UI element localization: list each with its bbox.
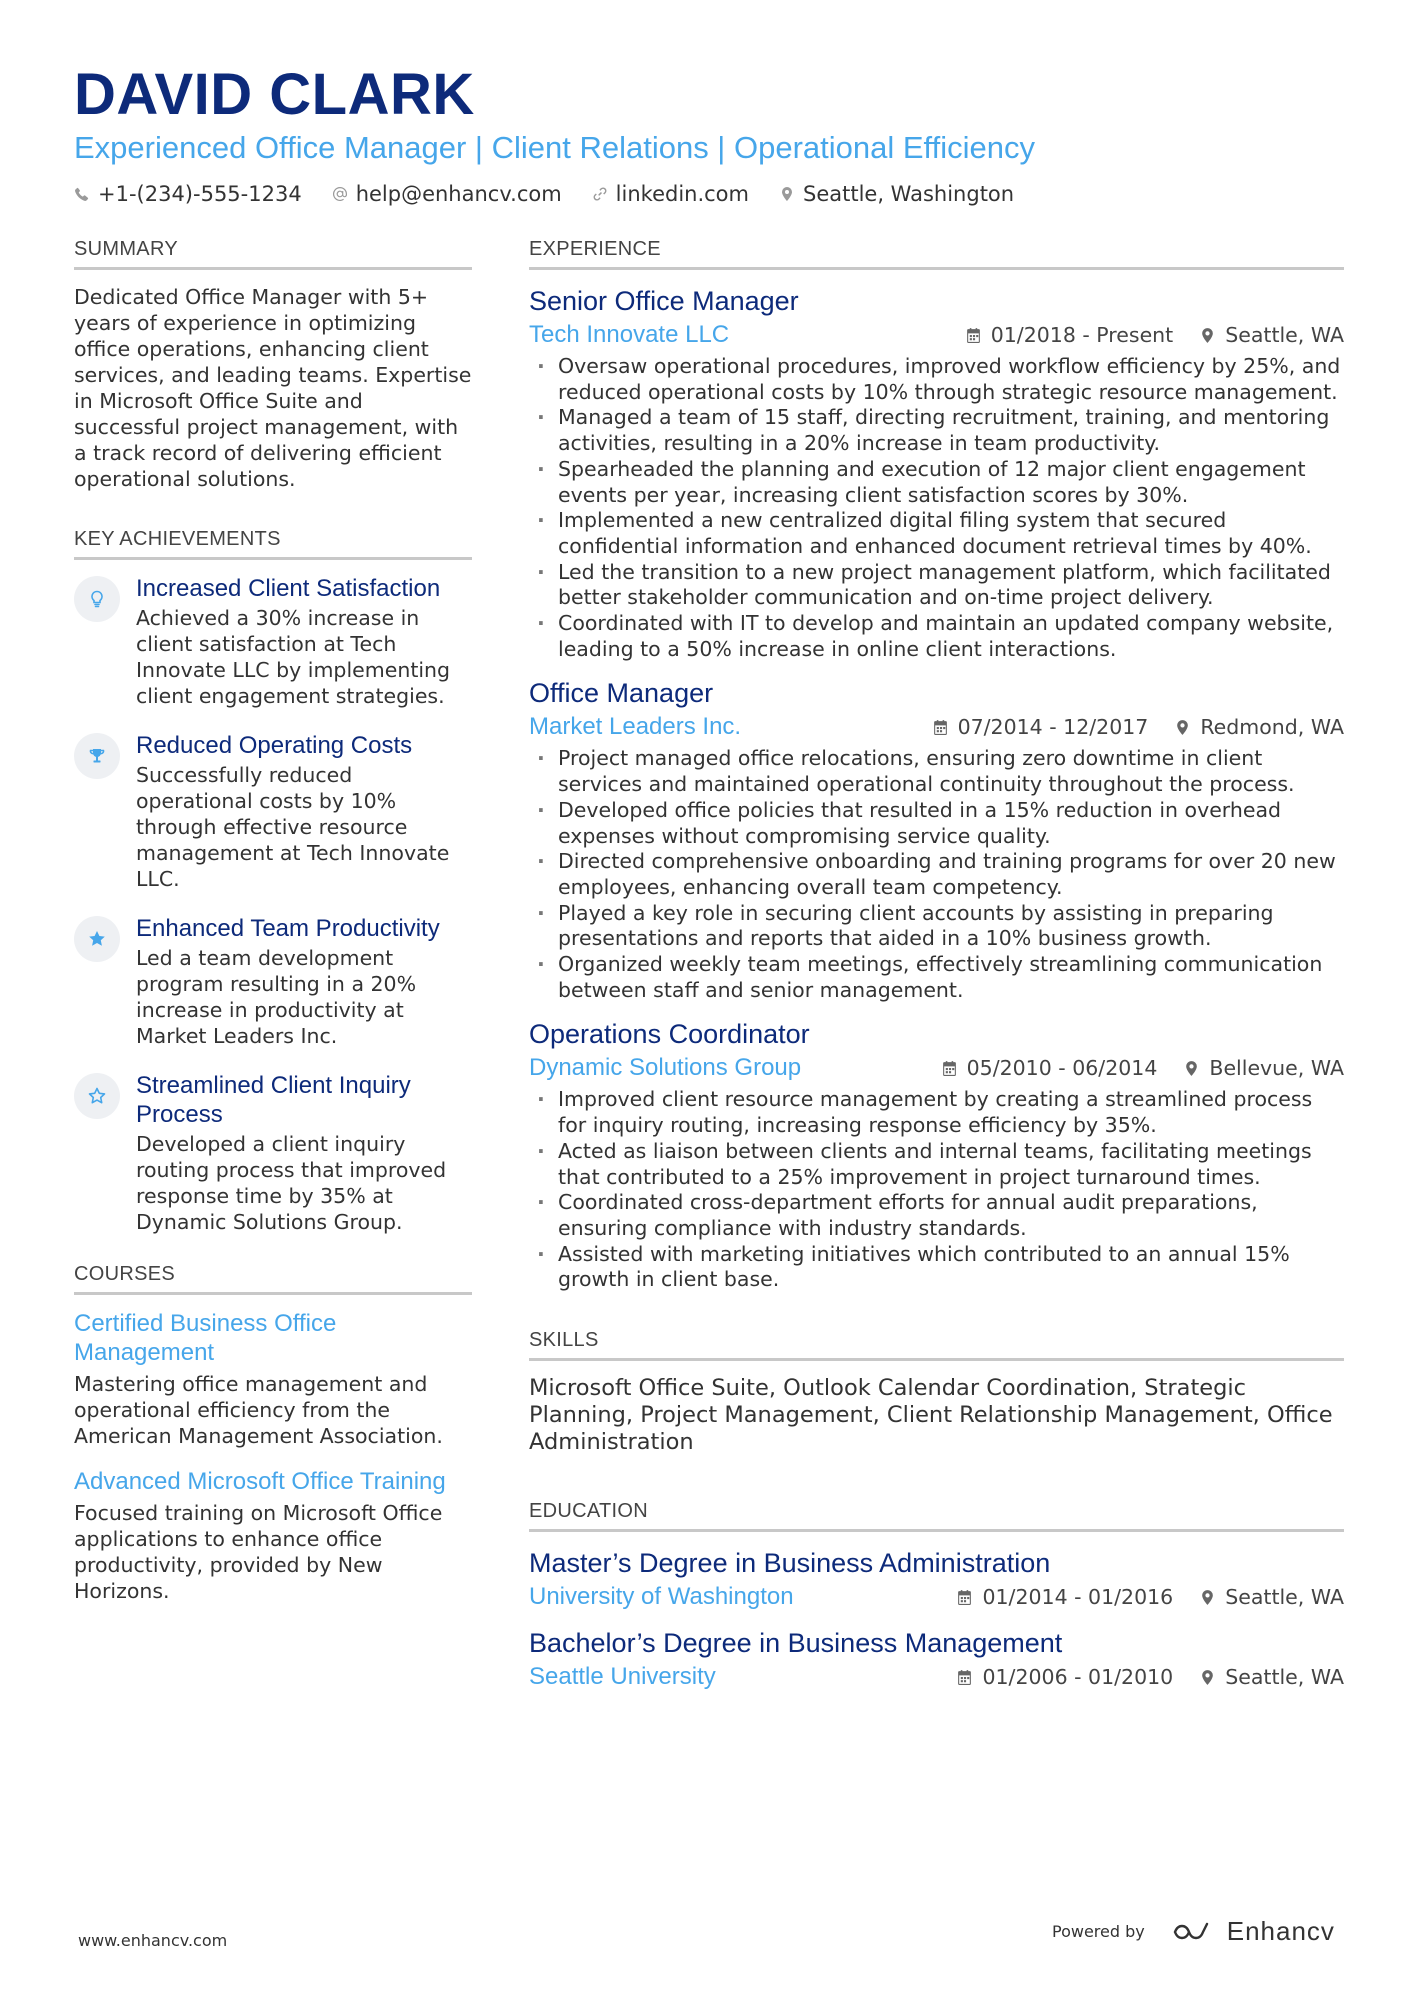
achievement-icon-wrap	[74, 916, 120, 962]
education-location: Seattle, WA	[1225, 1585, 1344, 1610]
school-name: University of Washington	[529, 1583, 794, 1611]
achievements-heading: KEY ACHIEVEMENTS	[74, 528, 472, 560]
summary-heading: SUMMARY	[74, 238, 472, 270]
school-name: Seattle University	[529, 1663, 716, 1691]
job-bullet: · Coordinated with IT to develop and maintain an updated company website, leading to a 50% increase in online client interactions.	[529, 611, 1344, 662]
achievement-desc: Developed a client inquiry routing process that improved response time by 35% at Dynamic Solutions Group.	[136, 1132, 447, 1234]
headline: Experienced Office Manager | Client Relations | Operational Efficiency	[74, 130, 1035, 165]
email-text: help@enhancv.com	[355, 182, 562, 206]
location-pin-icon	[1199, 1669, 1216, 1686]
calendar-icon	[932, 719, 949, 736]
education-entry	[529, 1546, 1344, 1612]
course-title: Advanced Microsoft Office Training	[74, 1468, 446, 1495]
lightbulb-icon	[87, 589, 107, 609]
achievement-title: Streamlined Client Inquiry Process	[136, 1072, 411, 1128]
footer-branding	[1052, 1916, 1335, 1947]
job-entry	[529, 1017, 1344, 1293]
courses-heading: COURSES	[74, 1263, 472, 1295]
skills-text: Microsoft Office Suite, Outlook Calendar Coordination, Strategic Planning, Project Management, Client Relationship Management, Office Administration	[529, 1375, 1333, 1456]
job-title: Senior Office Manager	[529, 286, 799, 316]
right-column	[529, 238, 1344, 1706]
resume-header	[74, 62, 1344, 206]
achievement-item	[74, 1071, 472, 1235]
trophy-icon	[87, 746, 107, 766]
skills-heading: SKILLS	[529, 1329, 1344, 1361]
job-dates: 01/2018 - Present	[990, 323, 1174, 347]
job-entry	[529, 676, 1344, 1003]
contact-location	[779, 182, 1014, 206]
job-bullet: · Directed comprehensive onboarding and training programs for over 20 new employees, enhancing overall team competency.	[529, 849, 1344, 900]
job-bullet: · Implemented a new centralized digital filing system that secured confidential information and enhanced document retrieval times by 40%.	[529, 508, 1344, 559]
job-dates: 07/2014 - 12/2017	[957, 715, 1149, 740]
company-name: Tech Innovate LLC	[529, 321, 730, 348]
location-text: Seattle, Washington	[802, 182, 1015, 206]
achievement-desc: Achieved a 30% increase in client satisfaction at Tech Innovate LLC by implementing client engagement strategies.	[136, 606, 451, 708]
education-dates: 01/2006 - 01/2010	[982, 1665, 1174, 1690]
achievement-icon-wrap	[74, 1073, 120, 1119]
degree-title: Master’s Degree in Business Administration	[529, 1548, 1051, 1579]
job-bullet: · Played a key role in securing client accounts by assisting in preparing presentations and reports that aided in a 10% business growth.	[529, 901, 1344, 952]
achievement-item	[74, 914, 472, 1049]
summary-text: Dedicated Office Manager with 5+ years of experience in optimizing office operations, enhancing client services, and leading teams. Expertise in Microsoft Office Suite and successful project management, with a track record of delivering efficient operational solutions.	[74, 285, 472, 491]
job-bullets	[529, 354, 1344, 662]
footer-website[interactable]: www.enhancv.com	[78, 1931, 228, 1950]
job-title: Office Manager	[529, 678, 714, 709]
job-bullet: · Oversaw operational procedures, improved workflow efficiency by 25%, and reduced operational costs by 10% through strategic resource management.	[529, 354, 1344, 405]
course-item	[74, 1467, 472, 1604]
location-pin-icon	[1183, 1060, 1200, 1077]
contact-phone	[74, 182, 302, 206]
job-bullet: · Spearheaded the planning and execution of 12 major client engagement events per year, increasing client satisfaction scores by 30%.	[529, 457, 1344, 508]
calendar-icon	[965, 327, 982, 344]
course-title: Certified Business Office Management	[74, 1310, 337, 1366]
job-location: Seattle, WA	[1225, 323, 1344, 347]
phone-icon	[74, 186, 90, 202]
degree-title: Bachelor’s Degree in Business Management	[529, 1628, 1063, 1659]
job-title: Operations Coordinator	[529, 1019, 810, 1050]
education-entry	[529, 1626, 1344, 1692]
linkedin-text: linkedin.com	[615, 182, 749, 206]
job-bullets	[529, 746, 1344, 1003]
contact-bar	[74, 182, 1344, 206]
company-name: Market Leaders Inc.	[529, 713, 742, 741]
candidate-name: DAVID CLARK	[74, 62, 475, 127]
brand-logo[interactable]	[1171, 1916, 1335, 1947]
achievement-item	[74, 574, 472, 709]
achievement-title: Reduced Operating Costs	[136, 732, 413, 759]
enhancv-logo-icon	[1171, 1920, 1217, 1944]
star-icon	[87, 929, 107, 949]
left-column	[74, 238, 472, 1622]
education-heading: EDUCATION	[529, 1500, 1344, 1532]
contact-email[interactable]	[332, 182, 562, 206]
job-bullet: · Developed office policies that resulted in a 15% reduction in overhead expenses without compromising service quality.	[529, 798, 1344, 849]
calendar-icon	[956, 1669, 973, 1686]
star-outline-icon	[87, 1086, 107, 1106]
brand-name: Enhancv	[1226, 1916, 1335, 1946]
job-bullet: · Acted as liaison between clients and internal teams, facilitating meetings that contributed to a 25% improvement in project turnaround times.	[529, 1139, 1344, 1190]
education-dates: 01/2014 - 01/2016	[982, 1585, 1174, 1610]
course-desc: Mastering office management and operational efficiency from the American Management Association.	[74, 1372, 443, 1448]
job-dates: 05/2010 - 06/2014	[966, 1056, 1158, 1081]
course-desc: Focused training on Microsoft Office applications to enhance office productivity, provided by New Horizons.	[74, 1501, 443, 1603]
powered-by-label: Powered by	[1052, 1922, 1145, 1941]
job-bullet: · Project managed office relocations, ensuring zero downtime in client services and maintained operational continuity throughout the process.	[529, 746, 1344, 797]
company-name: Dynamic Solutions Group	[529, 1054, 802, 1082]
calendar-icon	[956, 1589, 973, 1606]
contact-linkedin[interactable]	[592, 182, 749, 206]
job-entry	[529, 284, 1344, 662]
location-pin-icon	[1199, 1589, 1216, 1606]
achievement-title: Increased Client Satisfaction	[136, 575, 441, 602]
achievements-list	[74, 574, 472, 1235]
at-icon	[332, 186, 348, 202]
job-bullet: · Coordinated cross-department efforts for annual audit preparations, ensuring compliance with industry standards.	[529, 1190, 1344, 1241]
job-bullets	[529, 1087, 1344, 1293]
achievement-item	[74, 731, 472, 892]
experience-heading: EXPERIENCE	[529, 238, 1344, 270]
location-pin-icon	[1174, 719, 1191, 736]
job-bullet: · Improved client resource management by creating a streamlined process for inquiry routing, increasing response efficiency by 35%.	[529, 1087, 1344, 1138]
job-bullet: · Assisted with marketing initiatives which contributed to an annual 15% growth in client base.	[529, 1242, 1344, 1293]
calendar-icon	[941, 1060, 958, 1077]
education-location: Seattle, WA	[1225, 1665, 1344, 1690]
achievement-title: Enhanced Team Productivity	[136, 915, 440, 942]
achievement-desc: Successfully reduced operational costs by 10% through effective resource management at Tech Innovate LLC.	[136, 763, 450, 891]
achievement-desc: Led a team development program resulting in a 20% increase in productivity at Market Leaders Inc.	[136, 946, 417, 1048]
job-location: Bellevue, WA	[1209, 1056, 1344, 1081]
link-icon	[592, 186, 608, 202]
job-bullet: · Organized weekly team meetings, effectively streamlining communication between staff and senior management.	[529, 952, 1344, 1003]
phone-text: +1-(234)-555-1234	[98, 182, 302, 206]
achievement-icon-wrap	[74, 733, 120, 779]
course-item	[74, 1309, 472, 1449]
location-pin-icon	[1199, 327, 1216, 344]
job-bullet: · Managed a team of 15 staff, directing recruitment, training, and mentoring activities, resulting in a 20% increase in team productivity.	[529, 405, 1344, 456]
job-location: Redmond, WA	[1200, 715, 1344, 740]
achievement-icon-wrap	[74, 576, 120, 622]
job-bullet: · Led the transition to a new project management platform, which facilitated better stakeholder communication and on-time project delivery.	[529, 560, 1344, 611]
location-pin-icon	[779, 186, 795, 202]
